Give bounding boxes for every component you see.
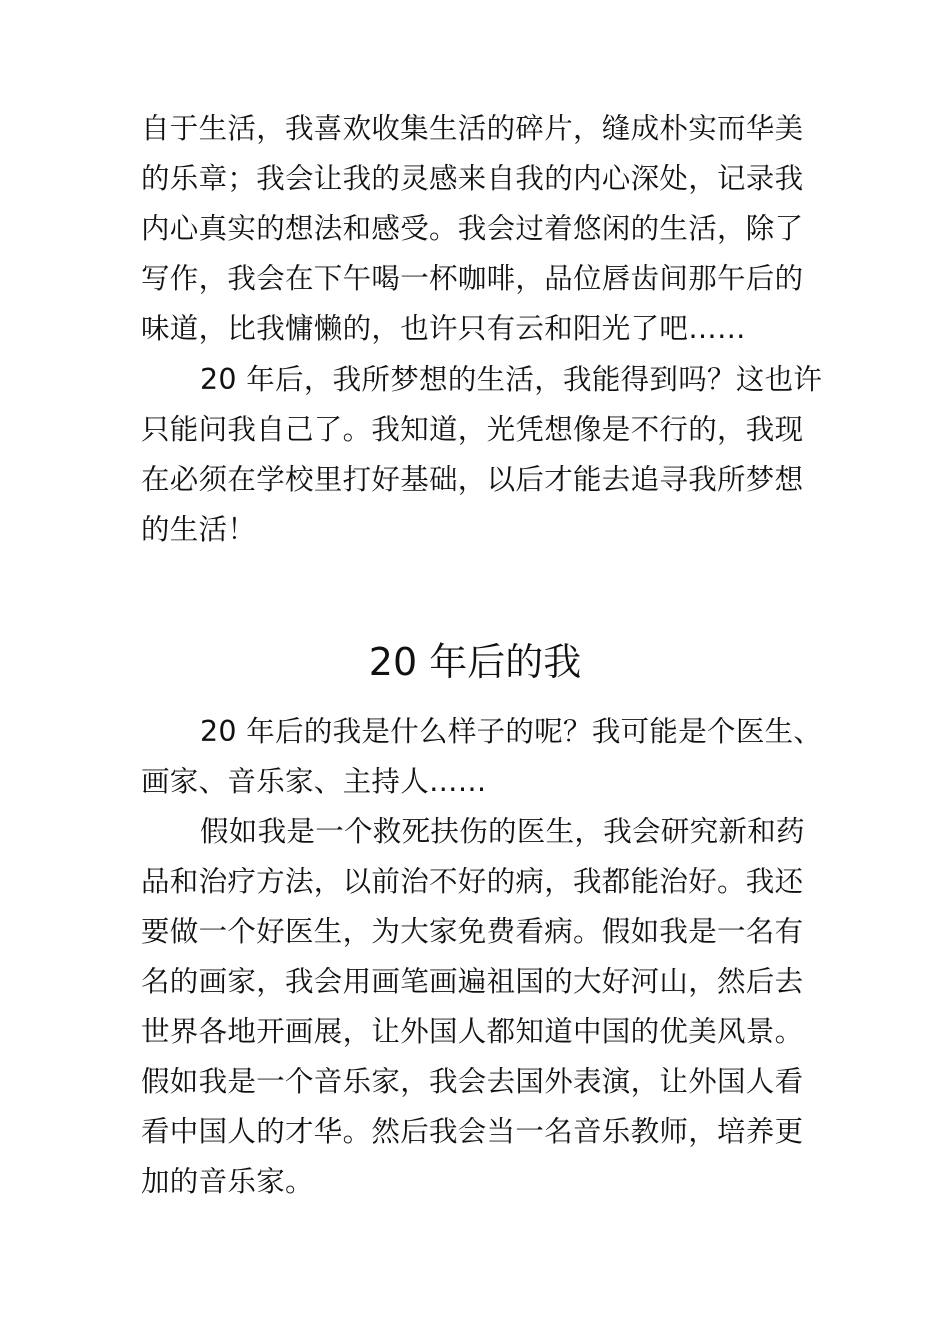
text-line: 的乐章；我会让我的灵感来自我的内心深处，记录我: [141, 162, 804, 195]
text-line: 品和治疗方法，以前治不好的病，我都能治好。我还: [141, 865, 804, 898]
text-line: 20 年后的我是什么样子的呢？我可能是个医生、: [200, 715, 823, 748]
essay-title: 20 年后的我: [368, 640, 582, 684]
text-line: 写作，我会在下午喝一杯咖啡，品位唇齿间那午后的: [141, 262, 804, 295]
text-line: 的生活！: [141, 513, 257, 546]
text-line: 画家、音乐家、主持人……: [141, 765, 487, 798]
text-line: 假如我是一个音乐家，我会去国外表演，让外国人看: [141, 1065, 804, 1098]
text-line: 世界各地开画展，让外国人都知道中国的优美风景。: [141, 1015, 804, 1048]
text-line: 自于生活，我喜欢收集生活的碎片，缝成朴实而华美: [141, 112, 804, 145]
text-line: 假如我是一个救死扶伤的医生，我会研究新和药: [200, 815, 805, 848]
text-line: 味道，比我慵懒的，也许只有云和阳光了吧……: [141, 312, 746, 345]
text-line: 20 年后，我所梦想的生活，我能得到吗？这也许: [200, 363, 823, 396]
text-line: 看中国人的才华。然后我会当一名音乐教师，培养更: [141, 1115, 804, 1148]
text-line: 只能问我自己了。我知道，光凭想像是不行的，我现: [141, 413, 804, 446]
text-line: 名的画家，我会用画笔画遍祖国的大好河山，然后去: [141, 965, 804, 998]
text-line: 加的音乐家。: [141, 1165, 314, 1198]
text-line: 内心真实的想法和感受。我会过着悠闲的生活，除了: [141, 212, 804, 245]
text-line: 要做一个好医生，为大家免费看病。假如我是一名有: [141, 915, 804, 948]
text-line: 在必须在学校里打好基础，以后才能去追寻我所梦想: [141, 463, 804, 496]
